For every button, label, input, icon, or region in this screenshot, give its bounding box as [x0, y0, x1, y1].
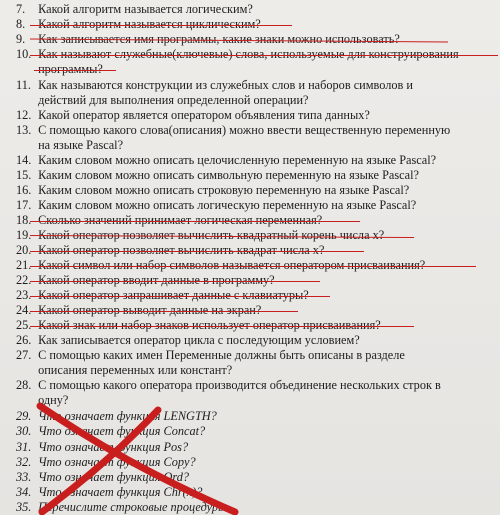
question-11: 11. Как называются конструкции из служебных слов и наборов символов и: [16, 78, 413, 92]
question-32: 32. Что означает функция Copy?: [16, 455, 196, 469]
question-29: 29. Что означает функция LENGTH?: [16, 409, 217, 423]
question-28-cont: одну?: [38, 393, 69, 407]
strike-question-10-cont: [34, 70, 116, 71]
question-16: 16. Каким словом можно описать строковую переменную на языке Pascal?: [16, 183, 410, 197]
strike-question-10: [30, 55, 498, 56]
question-15: 15. Каким словом можно описать символьную переменную на языке Pascal?: [16, 168, 419, 182]
strike-question-23: [30, 296, 330, 297]
question-21: 21. Какой символ или набор символов называется оператором присваивания?: [16, 258, 426, 272]
question-12: 12. Какой оператор является оператором объявления типа данных?: [16, 108, 370, 122]
strike-question-24: [30, 311, 298, 312]
strike-question-18: [30, 221, 360, 222]
question-27-cont: описания переменных или констант?: [38, 363, 233, 377]
strike-question-8: [30, 25, 292, 26]
question-20: 20. Какой оператор позволяет вычислить квадрат числа х?: [16, 243, 325, 257]
question-26: 26. Как записывается оператор цикла с последующим условием?: [16, 333, 360, 347]
question-33: 33. Что означает функция Ord?: [16, 470, 190, 484]
question-13-cont: на языке Pascal?: [38, 138, 124, 152]
question-34: 34. Что означает функция Chr(x)?: [16, 485, 203, 499]
question-10: 10. Как называют служебные(ключевые) слова, используемые для конструирования: [16, 47, 459, 61]
question-35: 35. Перечислите строковые процедуры.: [16, 500, 230, 514]
question-11-cont: действий для выполнения определенной операции?: [38, 93, 309, 107]
question-18: 18. Сколько значений принимает логическая переменная?: [16, 213, 323, 227]
question-17: 17. Каким словом можно описать логическую переменную на языке Pascal?: [16, 198, 417, 212]
question-28: 28. С помощью какого оператора производится объединение нескольких строк в: [16, 378, 441, 392]
strike-question-22: [30, 281, 320, 282]
question-9: 9. Как записывается имя программы, какие знаки можно использовать?: [16, 32, 400, 46]
strike-question-20: [30, 251, 364, 252]
question-10-cont: программы?: [38, 62, 103, 76]
question-19: 19. Какой оператор позволяет вычислить квадратный корень числа х?: [16, 228, 385, 242]
question-30: 30. Что означает функция Concat?: [16, 424, 206, 438]
question-13: 13. С помощью какого слова(описания) можно ввести вещественную переменную: [16, 123, 451, 137]
question-31: 31. Что означает функция Pos?: [16, 440, 189, 454]
question-14: 14. Каким словом можно описать целочисленную переменную на языке Pascal?: [16, 153, 437, 167]
question-22: 22. Какой оператор вводит данные в программу?: [16, 273, 275, 287]
question-23: 23. Какой оператор запрашивает данные с клавиатуры?: [16, 288, 309, 302]
question-7: 7. Какой алгоритм называется логическим?: [16, 2, 253, 16]
question-25: 25. Какой знак или набор знаков использует оператор присваивания?: [16, 318, 381, 332]
question-27: 27. С помощью каких имен Переменные должны быть описаны в разделе: [16, 348, 405, 362]
strike-question-25: [30, 326, 414, 327]
strike-question-21: [30, 266, 476, 267]
question-8: 8. Какой алгоритм называется циклическим?: [16, 17, 261, 31]
question-24: 24. Какой оператор выводит данные на экран?: [16, 303, 262, 317]
